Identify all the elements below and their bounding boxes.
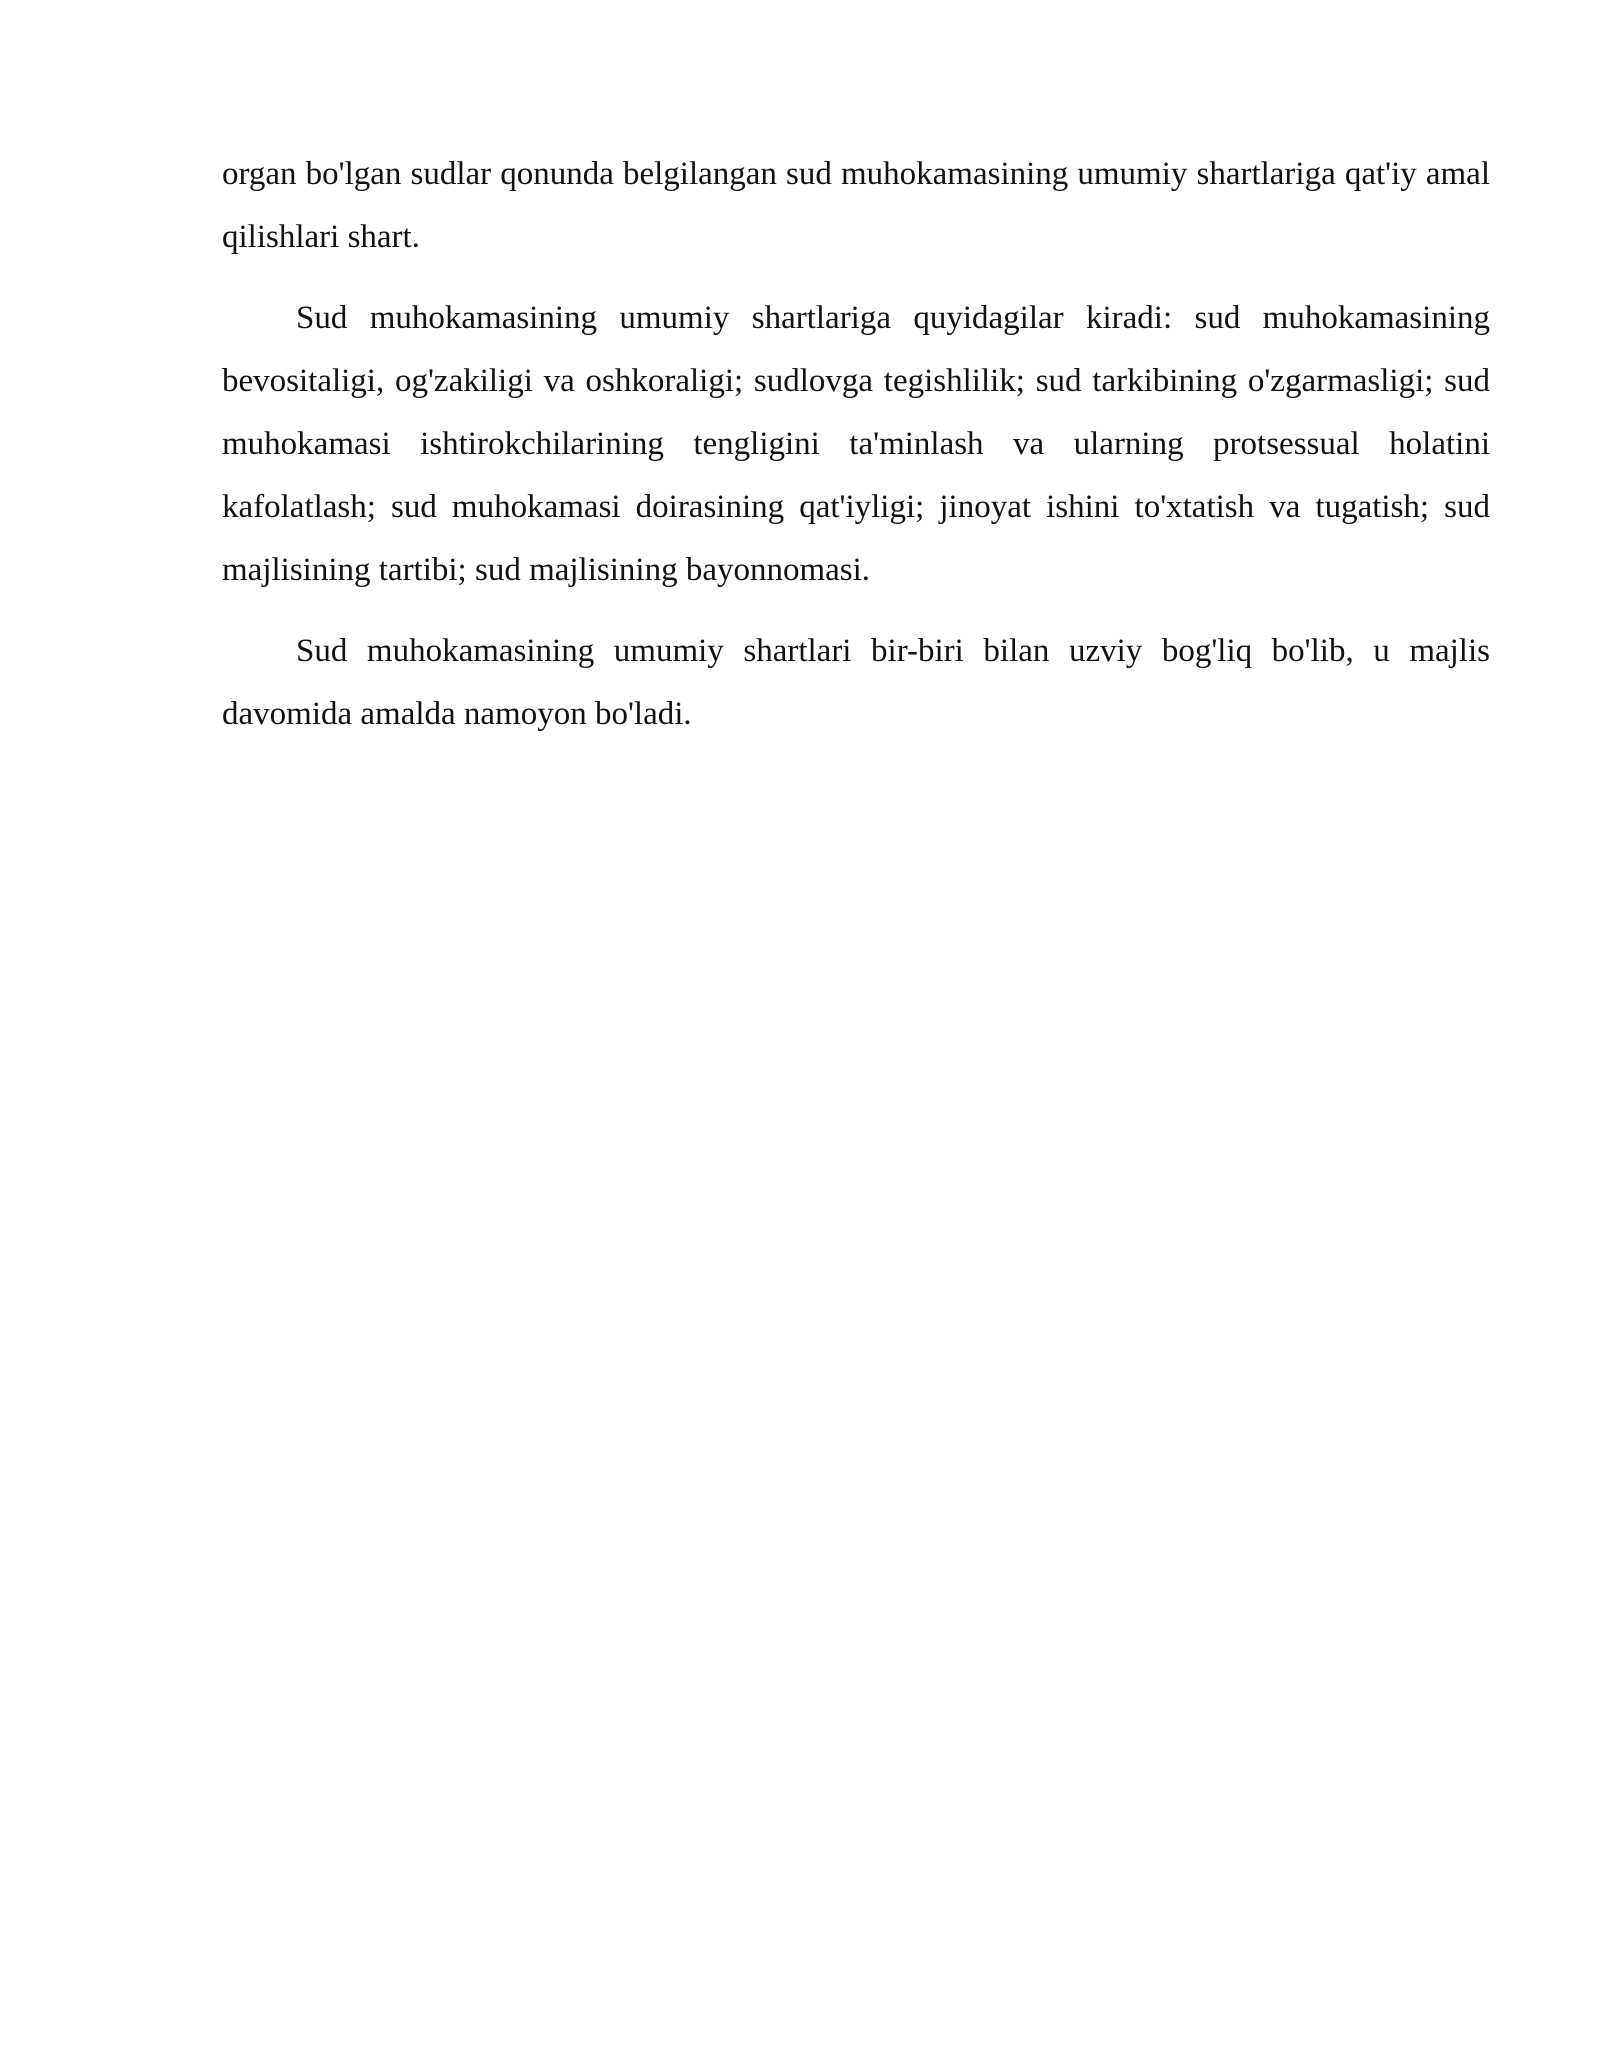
paragraph-interconnection: Sud muhokamasining umumiy shartlari bir-biri bilan uzviy bog'liq bo'lib, u majlis davomida amalda namoyon bo'ladi. <box>222 633 1490 732</box>
body-text <box>222 143 1490 764</box>
paragraph-conditions-list: Sud muhokamasining umumiy shartlariga quyidagilar kiradi: sud muhokamasining bevositaligi, og'zakiligi va oshkoraligi; sudlovga tegishlilik; sud tarkibining o'zgarmasligi; sud muhokamasi ishtirokchilarining tengligini ta'minlash va ularning protsessual holatini kafolatlash; sud muhokamasi doirasining qat'iyligi; jinoyat ishini to'xtatish va tugatish; sud majlisining tartibi; sud majlisining bayonnomasi. <box>222 300 1490 588</box>
paragraph-continuation: organ bo'lgan sudlar qonunda belgilangan sud muhokamasining umumiy shartlariga qat'iy amal qilishlari shart. <box>222 156 1490 255</box>
